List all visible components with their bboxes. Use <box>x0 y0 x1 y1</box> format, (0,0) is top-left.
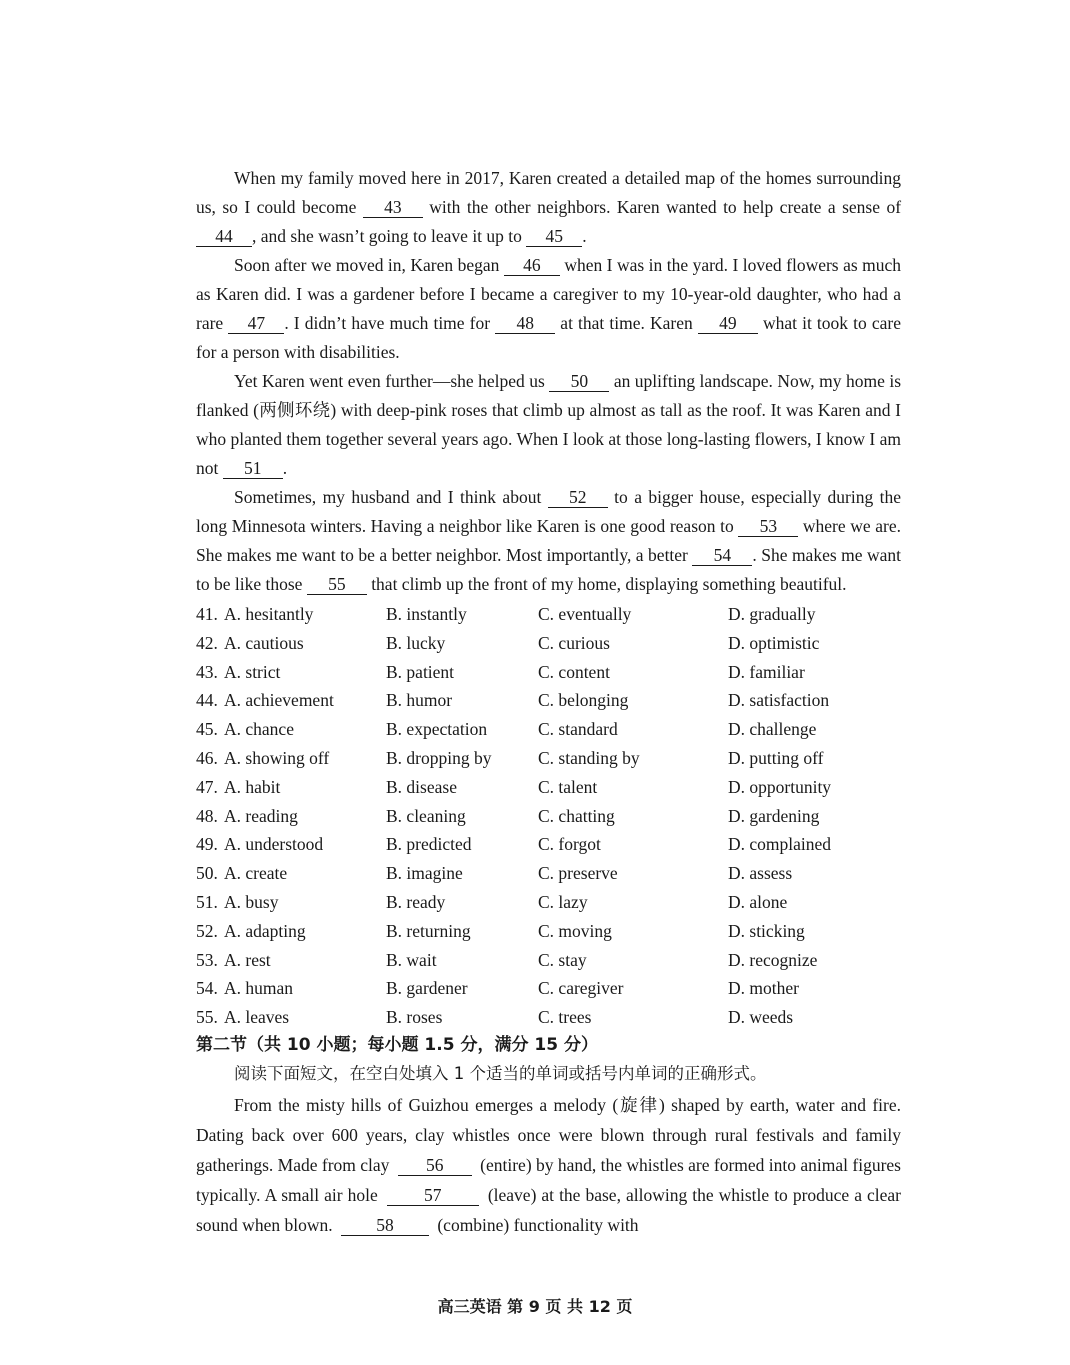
page-footer: 高三英语 第 9 页 共 12 页 <box>437 1297 633 1316</box>
option-b: B. wait <box>386 949 437 970</box>
option-b: B. humor <box>386 690 453 711</box>
option-a: A. create <box>224 863 288 884</box>
question-number: 49. <box>196 834 218 855</box>
text-segment: an uplifting landscape. Now, my home is flanked (两侧环绕) with deep-pink roses that climb up almost as tall as the roof. It was Karen and I who planted them together several years ago. When I look at those long-lasting flowers, I know I am not <box>196 371 902 478</box>
question-number: 51. <box>196 891 218 912</box>
question-number: 55. <box>196 1007 218 1028</box>
option-row <box>196 974 901 1003</box>
option-c: C. trees <box>538 1007 592 1028</box>
text-segment: with the other neighbors. Karen wanted to help create a sense of <box>429 197 902 217</box>
option-a: A. leaves <box>224 1007 290 1028</box>
text-segment: . I didn’t have much time for <box>284 313 491 333</box>
option-b: B. returning <box>386 920 471 941</box>
question-number: 50. <box>196 863 218 884</box>
text-segment: (leave) at the base, allowing the whistle to produce a clear sound when blown. <box>196 1184 901 1235</box>
option-d: D. alone <box>728 891 788 912</box>
option-row <box>196 600 901 629</box>
option-a: A. hesitantly <box>224 604 314 624</box>
option-d: D. complained <box>728 834 832 855</box>
option-c: C. belonging <box>538 690 629 711</box>
option-b: B. instantly <box>386 604 467 624</box>
text-segment: (entire) by hand, the whistles are formed into animal figures typically. A small air hole <box>196 1154 901 1205</box>
option-c: C. stay <box>538 949 587 970</box>
option-b: B. imagine <box>386 863 463 884</box>
text-segment: , and she wasn’t going to leave it up to <box>252 226 522 246</box>
question-number: 53. <box>196 949 218 970</box>
option-row <box>196 888 901 917</box>
option-d: D. opportunity <box>728 776 832 797</box>
text-segment: at that time. Karen <box>560 313 693 333</box>
option-c: C. moving <box>538 920 612 941</box>
text-segment: that climb up the front of my home, displaying something beautiful. <box>371 574 847 594</box>
option-b: B. cleaning <box>386 805 466 826</box>
option-c: C. forgot <box>538 834 601 855</box>
option-c: C. standing by <box>538 747 640 768</box>
blank-53: 53 <box>738 516 798 537</box>
option-a: A. strict <box>224 661 281 682</box>
option-a: A. chance <box>224 719 294 740</box>
option-c: C. preserve <box>538 863 618 884</box>
option-b: B. gardener <box>386 978 468 999</box>
blank-51: 51 <box>223 458 283 479</box>
option-c: C. lazy <box>538 891 588 912</box>
option-row <box>196 658 901 687</box>
option-d: D. satisfaction <box>728 690 830 711</box>
option-d: D. mother <box>728 978 799 999</box>
option-d: D. challenge <box>728 719 817 740</box>
section-2-title: 第二节（共 10 小题；每小题 1.5 分，满分 15 分） <box>196 1034 598 1055</box>
option-b: B. disease <box>386 776 457 797</box>
option-row <box>196 946 901 975</box>
option-a: A. reading <box>224 805 298 826</box>
text-segment: (combine) functionality with <box>437 1214 639 1235</box>
question-number: 47. <box>196 776 218 797</box>
blank-57: 57 <box>387 1185 479 1206</box>
option-row <box>196 715 901 744</box>
option-row <box>196 802 901 831</box>
text-segment: what it took to care for a person with disabilities. <box>196 313 901 362</box>
text-segment: where we are. She makes me want to be a better neighbor. Most importantly, a better <box>196 516 901 565</box>
option-c: C. caregiver <box>538 978 624 999</box>
text-segment: Soon after we moved in, Karen began <box>234 255 500 275</box>
text-segment: when I was in the yard. I loved flowers as much as Karen did. I was a gardener before I became a caregiver to my 10-year-old daughter, who had a rare <box>196 255 902 333</box>
option-row <box>196 917 901 946</box>
blank-54: 54 <box>692 545 752 566</box>
option-a: A. showing off <box>224 747 330 768</box>
question-number: 46. <box>196 747 218 768</box>
option-a: A. rest <box>224 949 271 970</box>
option-b: B. dropping by <box>386 747 492 768</box>
blank-48: 48 <box>495 313 555 334</box>
blank-56: 56 <box>398 1155 472 1176</box>
text-segment: to a bigger house, especially during the long Minnesota winters. Having a neighbor like Karen is one good reason to <box>196 487 901 536</box>
passage-paragraph-4 <box>196 483 901 599</box>
text-segment: When my family moved here in 2017, Karen created a detailed map of the homes surrounding us, so I could become <box>196 168 901 217</box>
option-a: A. understood <box>224 834 324 855</box>
option-b: B. lucky <box>386 632 446 653</box>
passage-paragraph-2 <box>196 251 901 367</box>
exam-page <box>196 164 901 1240</box>
option-d: D. gradually <box>728 604 816 624</box>
text-segment: Yet Karen went even further—she helped us <box>234 371 545 391</box>
answer-options <box>196 600 901 1032</box>
option-d: D. putting off <box>728 747 824 768</box>
blank-50: 50 <box>549 371 609 392</box>
passage-paragraph-1 <box>196 164 901 251</box>
option-row <box>196 686 901 715</box>
option-d: D. weeds <box>728 1007 794 1028</box>
text-segment: From the misty hills of Guizhou emerges a melody (旋律) shaped by earth, water and fire. Dating back over 600 years, clay whistles once were blown through rural festivals and family gatherings. Made from clay <box>196 1094 901 1175</box>
option-c: C. content <box>538 661 610 682</box>
text-segment: . <box>282 458 288 478</box>
option-b: B. roses <box>386 1007 443 1028</box>
blank-45: 45 <box>526 226 582 247</box>
option-row <box>196 629 901 658</box>
option-d: D. recognize <box>728 949 818 970</box>
option-a: A. adapting <box>224 920 306 941</box>
text-segment: Sometimes, my husband and I think about <box>234 487 542 507</box>
blank-52: 52 <box>548 487 608 508</box>
blank-47: 47 <box>228 313 284 334</box>
option-a: A. cautious <box>224 632 304 653</box>
option-d: D. sticking <box>728 920 805 941</box>
blank-43: 43 <box>363 197 423 218</box>
option-d: D. familiar <box>728 661 805 682</box>
option-c: C. chatting <box>538 805 615 826</box>
option-c: C. standard <box>538 719 618 740</box>
option-c: C. eventually <box>538 604 632 624</box>
question-number: 48. <box>196 805 218 826</box>
option-row <box>196 859 901 888</box>
option-d: D. gardening <box>728 805 820 826</box>
option-a: A. habit <box>224 776 281 797</box>
passage-paragraph-3 <box>196 367 901 483</box>
option-a: A. achievement <box>224 690 334 711</box>
option-a: A. human <box>224 978 294 999</box>
option-b: B. expectation <box>386 719 488 740</box>
option-row <box>196 1003 901 1032</box>
option-b: B. predicted <box>386 834 472 855</box>
option-a: A. busy <box>224 891 279 912</box>
question-number: 43. <box>196 661 218 682</box>
section-2-passage <box>196 1090 901 1240</box>
option-row <box>196 830 901 859</box>
option-row <box>196 773 901 802</box>
option-c: C. curious <box>538 632 610 653</box>
blank-58: 58 <box>341 1215 429 1236</box>
blank-49: 49 <box>698 313 758 334</box>
option-d: D. assess <box>728 863 793 884</box>
question-number: 54. <box>196 978 218 999</box>
question-number: 44. <box>196 690 218 711</box>
text-segment: . She makes me want to be like those <box>196 545 902 594</box>
section-2-instruction: 阅读下面短文，在空白处填入 1 个适当的单词或括号内单词的正确形式。 <box>234 1063 767 1083</box>
question-number: 45. <box>196 719 218 740</box>
option-row <box>196 744 901 773</box>
option-b: B. patient <box>386 661 455 682</box>
option-c: C. talent <box>538 776 598 797</box>
question-number: 41. <box>196 604 218 624</box>
text-segment: . <box>582 226 587 246</box>
option-b: B. ready <box>386 891 446 912</box>
blank-55: 55 <box>307 574 367 595</box>
option-d: D. optimistic <box>728 632 820 653</box>
blank-46: 46 <box>504 255 560 276</box>
question-number: 52. <box>196 920 218 941</box>
blank-44: 44 <box>196 226 252 247</box>
question-number: 42. <box>196 632 218 653</box>
